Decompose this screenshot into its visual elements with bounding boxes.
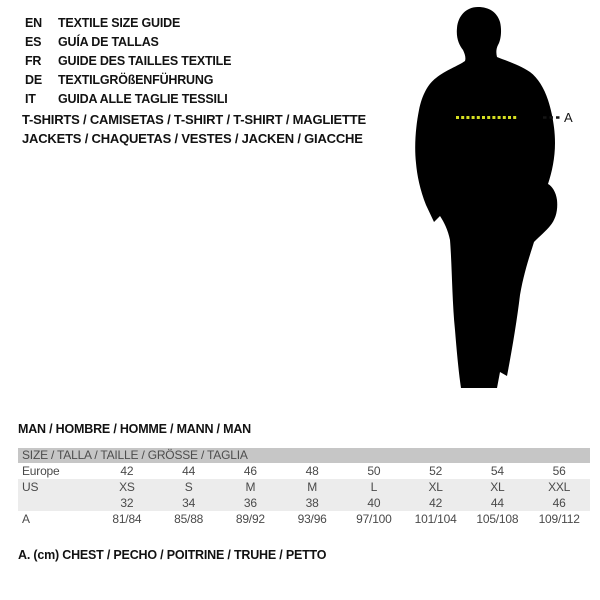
size-cell: XL — [428, 480, 443, 494]
size-cell: 46 — [552, 496, 566, 510]
table-row-europe — [18, 463, 590, 479]
measure-label-a: A — [564, 110, 573, 125]
section-title-man: MAN / HOMBRE / HOMME / MANN / MAN — [18, 422, 251, 436]
language-guide-title: TEXTILGRÖßENFÜHRUNG — [58, 72, 214, 87]
table-row-us — [18, 479, 590, 495]
measurement-footnote: A. (cm) CHEST / PECHO / POITRINE / TRUHE / PETTO — [18, 548, 327, 562]
size-cell: XS — [119, 480, 135, 494]
man-silhouette-shape — [415, 7, 557, 388]
size-cell: 44 — [182, 464, 196, 478]
language-row — [25, 70, 231, 89]
size-cell: 32 — [120, 496, 134, 510]
language-guide-title: GUIDE DES TAILLES TEXTILE — [58, 53, 232, 68]
size-cell: 105/108 — [476, 512, 519, 526]
category-jackets: JACKETS / CHAQUETAS / VESTES / JACKEN / GIACCHE — [22, 131, 363, 146]
size-cell: 54 — [490, 464, 504, 478]
size-cell: 52 — [429, 464, 443, 478]
size-cell: 36 — [243, 496, 257, 510]
man-silhouette-figure — [405, 0, 600, 395]
size-cell: 42 — [429, 496, 443, 510]
size-table — [18, 448, 590, 527]
size-cell: 101/104 — [414, 512, 457, 526]
size-cell: M — [307, 480, 318, 494]
row-label: US — [22, 480, 39, 494]
size-cell: XL — [490, 480, 505, 494]
table-row-us-numeric — [18, 495, 590, 511]
language-row — [25, 51, 231, 70]
size-cell: 89/92 — [235, 512, 265, 526]
size-cell: 48 — [305, 464, 319, 478]
size-cell: 50 — [367, 464, 381, 478]
language-guide-title: GUIDA ALLE TAGLIE TESSILI — [58, 91, 228, 106]
language-code: EN — [25, 15, 42, 30]
size-cell: 42 — [120, 464, 134, 478]
language-code: ES — [25, 34, 42, 49]
size-cell: XXL — [548, 480, 571, 494]
size-cell: 56 — [552, 464, 566, 478]
language-row — [25, 32, 231, 51]
size-cell: 109/112 — [538, 512, 580, 526]
language-guide-title: GUÍA DE TALLAS — [58, 34, 159, 49]
size-cell: 34 — [182, 496, 196, 510]
size-cell: 93/96 — [297, 512, 327, 526]
size-cell: S — [184, 480, 193, 494]
man-silhouette-svg — [405, 0, 600, 395]
language-code: DE — [25, 72, 42, 87]
language-row — [25, 89, 231, 108]
size-cell: M — [245, 480, 256, 494]
category-tshirts: T-SHIRTS / CAMISETAS / T-SHIRT / T-SHIRT / MAGLIETTE — [22, 112, 366, 127]
size-cell: 97/100 — [356, 512, 392, 526]
language-code: FR — [25, 53, 42, 68]
table-row-chest-cm — [18, 511, 590, 527]
language-row — [25, 13, 231, 32]
size-cell: 44 — [490, 496, 504, 510]
size-cell: 46 — [243, 464, 257, 478]
size-table-header: SIZE / TALLA / TAILLE / GRÖSSE / TAGLIA — [18, 448, 590, 463]
row-label — [18, 495, 96, 511]
language-guide-list — [25, 13, 231, 108]
size-cell: 38 — [305, 496, 319, 510]
row-label: A — [22, 512, 30, 526]
size-cell: L — [370, 480, 378, 494]
language-guide-title: TEXTILE SIZE GUIDE — [58, 15, 181, 30]
language-code: IT — [25, 91, 36, 106]
size-cell: 81/84 — [112, 512, 142, 526]
size-cell: 85/88 — [174, 512, 204, 526]
size-cell: 40 — [367, 496, 381, 510]
row-label: Europe — [22, 464, 60, 478]
garment-categories — [22, 110, 366, 148]
